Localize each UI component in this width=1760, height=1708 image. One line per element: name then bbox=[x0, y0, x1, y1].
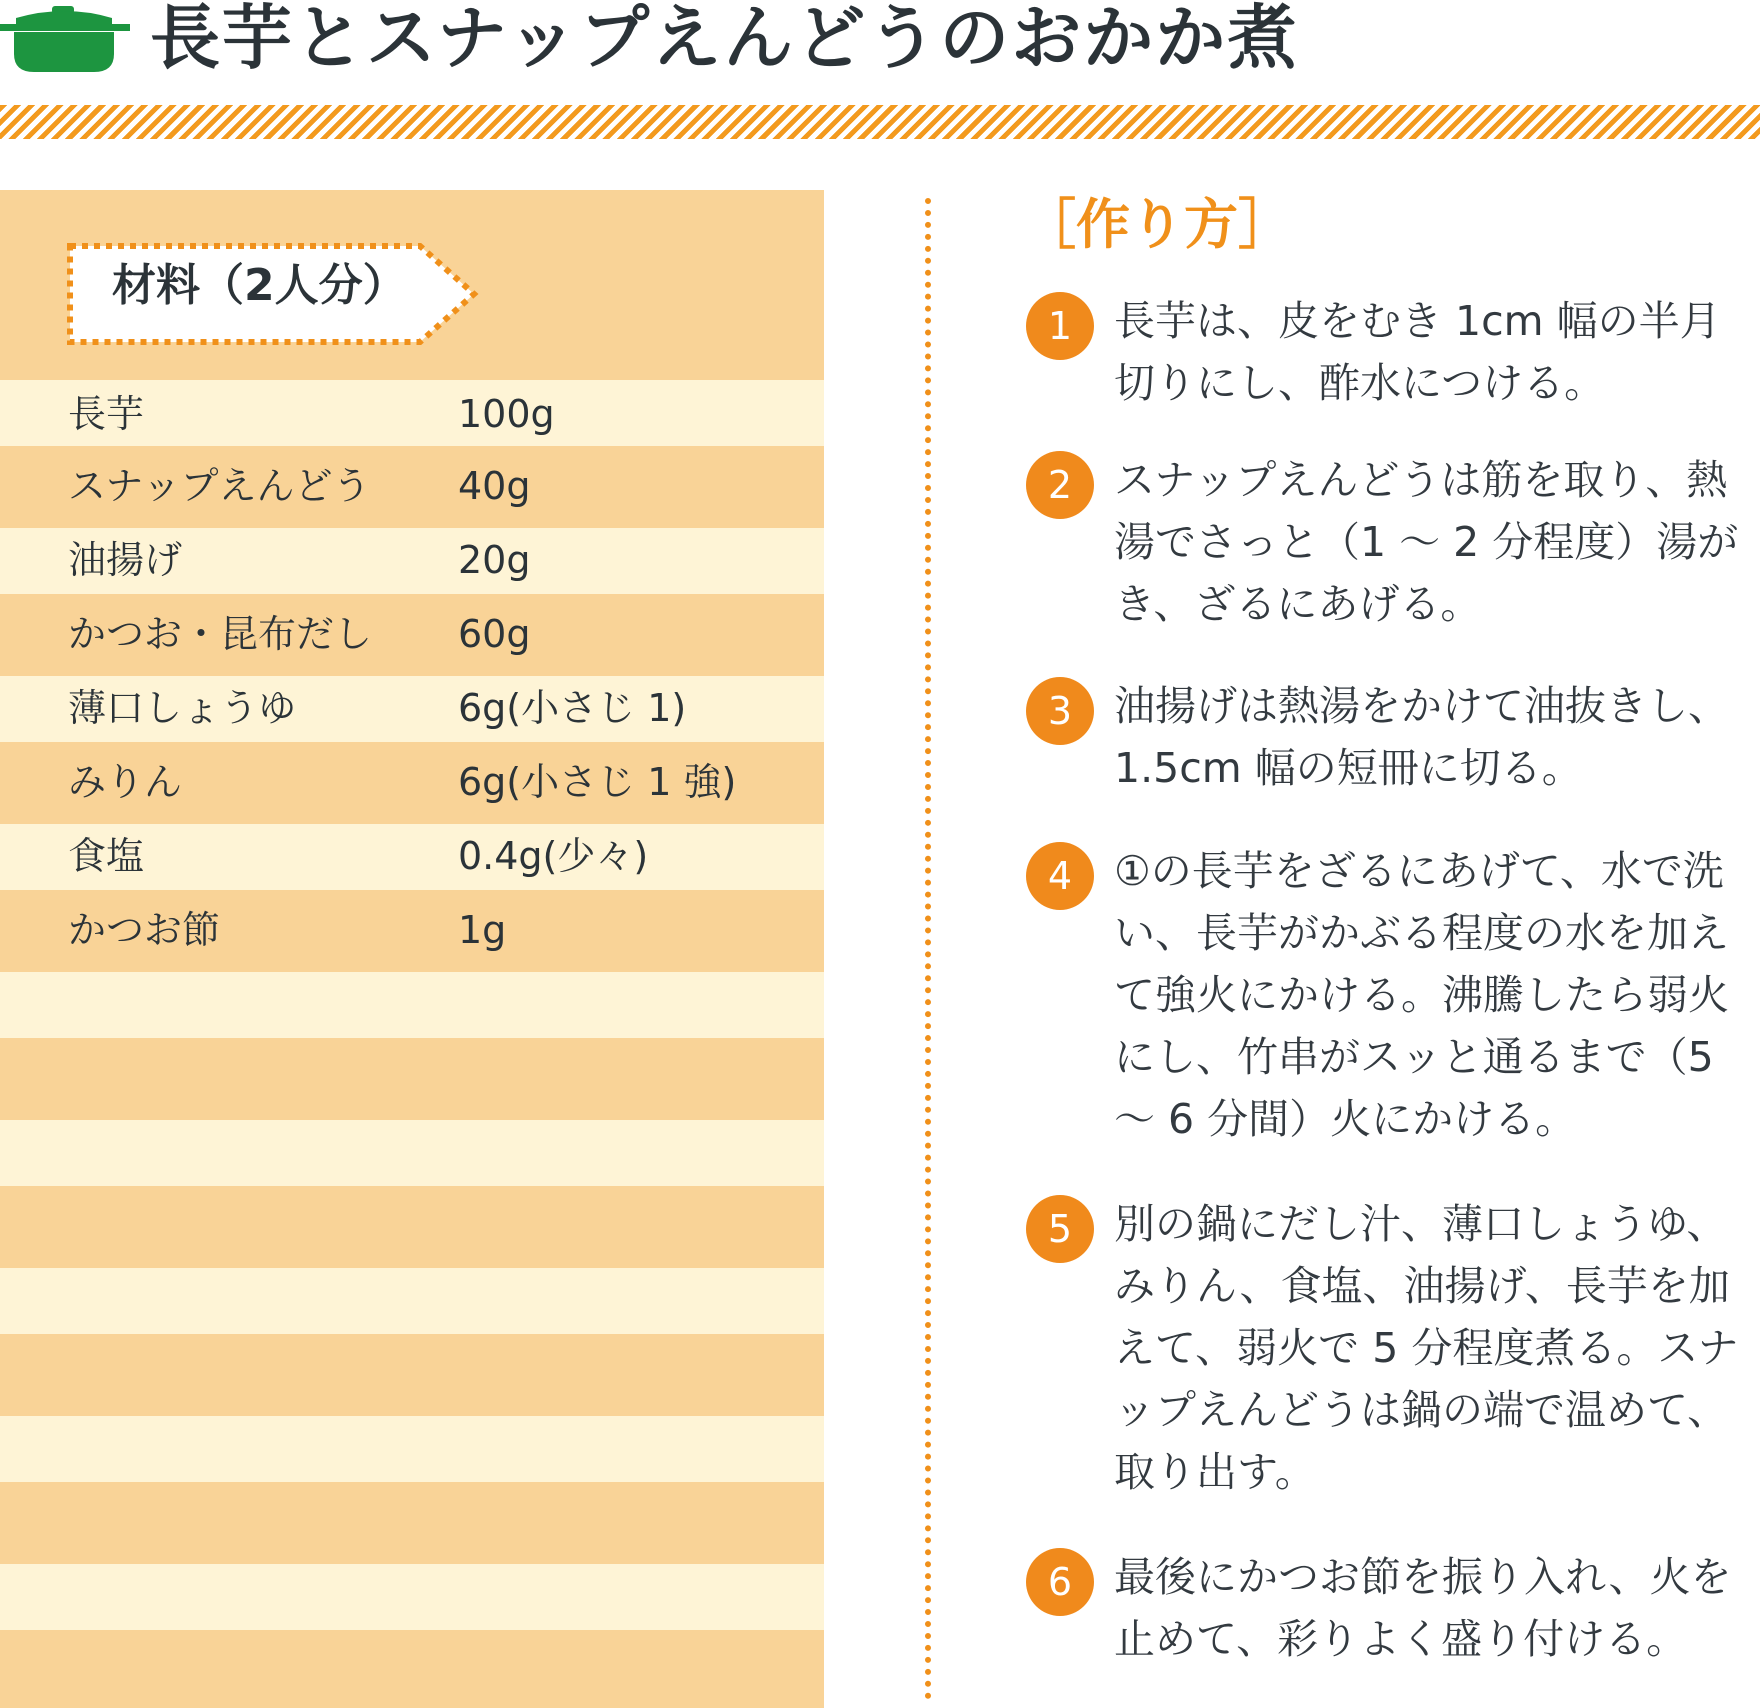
method-heading: ［作り方］ bbox=[1022, 193, 1292, 256]
step-number-badge: 3 bbox=[1026, 677, 1094, 745]
empty-row bbox=[0, 1038, 824, 1120]
ingredient-amount: 60g bbox=[458, 612, 531, 656]
ingredient-amount: 0.4g(少々) bbox=[458, 834, 649, 878]
ingredient-row bbox=[0, 890, 824, 972]
step-text: 長芋は、皮をむき 1cm 幅の半月切りにし、酢水につける。 bbox=[1114, 297, 1721, 407]
step-number-badge: 5 bbox=[1026, 1195, 1094, 1263]
ingredient-row bbox=[0, 528, 824, 594]
ingredient-amount: 1g bbox=[458, 908, 507, 952]
empty-row bbox=[0, 1334, 824, 1416]
empty-row bbox=[0, 1120, 824, 1186]
empty-row bbox=[0, 1268, 824, 1334]
ingredient-row bbox=[0, 380, 824, 446]
empty-row bbox=[0, 1564, 824, 1630]
step-text: 油揚げは熱湯をかけて油抜きし、1.5cm 幅の短冊に切る。 bbox=[1114, 682, 1729, 792]
step-text: ①の長芋をざるにあげて、水で洗い、長芋がかぶる程度の水を加えて強火にかける。沸騰したら弱火にし、竹串がスッと通るまで（5 ～ 6 分間）火にかける。 bbox=[1114, 847, 1729, 1143]
header bbox=[0, 0, 1760, 140]
ingredient-amount: 20g bbox=[458, 538, 531, 582]
ingredient-name: 長芋 bbox=[68, 392, 145, 436]
ingredient-amount: 6g(小さじ 1) bbox=[458, 686, 687, 730]
ingredient-amount: 100g bbox=[458, 392, 555, 436]
step-number-badge: 6 bbox=[1026, 1548, 1094, 1616]
dotted-divider bbox=[925, 198, 931, 1700]
ingredient-name: 食塩 bbox=[68, 834, 145, 878]
ingredient-name: 薄口しょうゆ bbox=[68, 686, 297, 730]
ingredient-row bbox=[0, 446, 824, 528]
step-number-badge: 1 bbox=[1026, 292, 1094, 360]
ingredient-name: かつお・昆布だし bbox=[68, 612, 373, 656]
ingredient-amount: 6g(小さじ 1 強) bbox=[458, 760, 737, 804]
pot-icon bbox=[0, 2, 130, 74]
empty-row bbox=[0, 1416, 824, 1482]
ingredient-row bbox=[0, 594, 824, 676]
ingredient-row bbox=[0, 742, 824, 824]
step-number-badge: 4 bbox=[1026, 842, 1094, 910]
empty-row bbox=[0, 1186, 824, 1268]
ingredient-amount: 40g bbox=[458, 464, 531, 508]
step-number-badge: 2 bbox=[1026, 451, 1094, 519]
empty-row bbox=[0, 1630, 824, 1708]
step-text: 最後にかつお節を振り入れ、火を止めて、彩りよく盛り付ける。 bbox=[1114, 1553, 1732, 1663]
ingredient-row bbox=[0, 676, 824, 742]
striped-divider bbox=[0, 105, 1760, 139]
ingredient-name: みりん bbox=[68, 760, 183, 804]
ingredients-panel bbox=[0, 190, 824, 1708]
step-text: 別の鍋にだし汁、薄口しょうゆ、みりん、食塩、油揚げ、長芋を加えて、弱火で 5 分程度煮る。スナップえんどうは鍋の端で温めて、取り出す。 bbox=[1114, 1200, 1739, 1496]
ingredient-name: スナップえんどう bbox=[68, 464, 371, 508]
empty-row bbox=[0, 1482, 824, 1564]
ingredient-row bbox=[0, 824, 824, 890]
page-title: 長芋とスナップえんどうのおかか煮 bbox=[150, 0, 1300, 79]
ingredients-heading: 材料（2人分） bbox=[112, 260, 407, 311]
empty-row bbox=[0, 972, 824, 1038]
ingredient-name: かつお節 bbox=[68, 908, 221, 952]
step-text: スナップえんどうは筋を取り、熱湯でさっと（1 ～ 2 分程度）湯がき、ざるにあげる。 bbox=[1114, 456, 1739, 628]
ingredient-name: 油揚げ bbox=[68, 538, 183, 582]
